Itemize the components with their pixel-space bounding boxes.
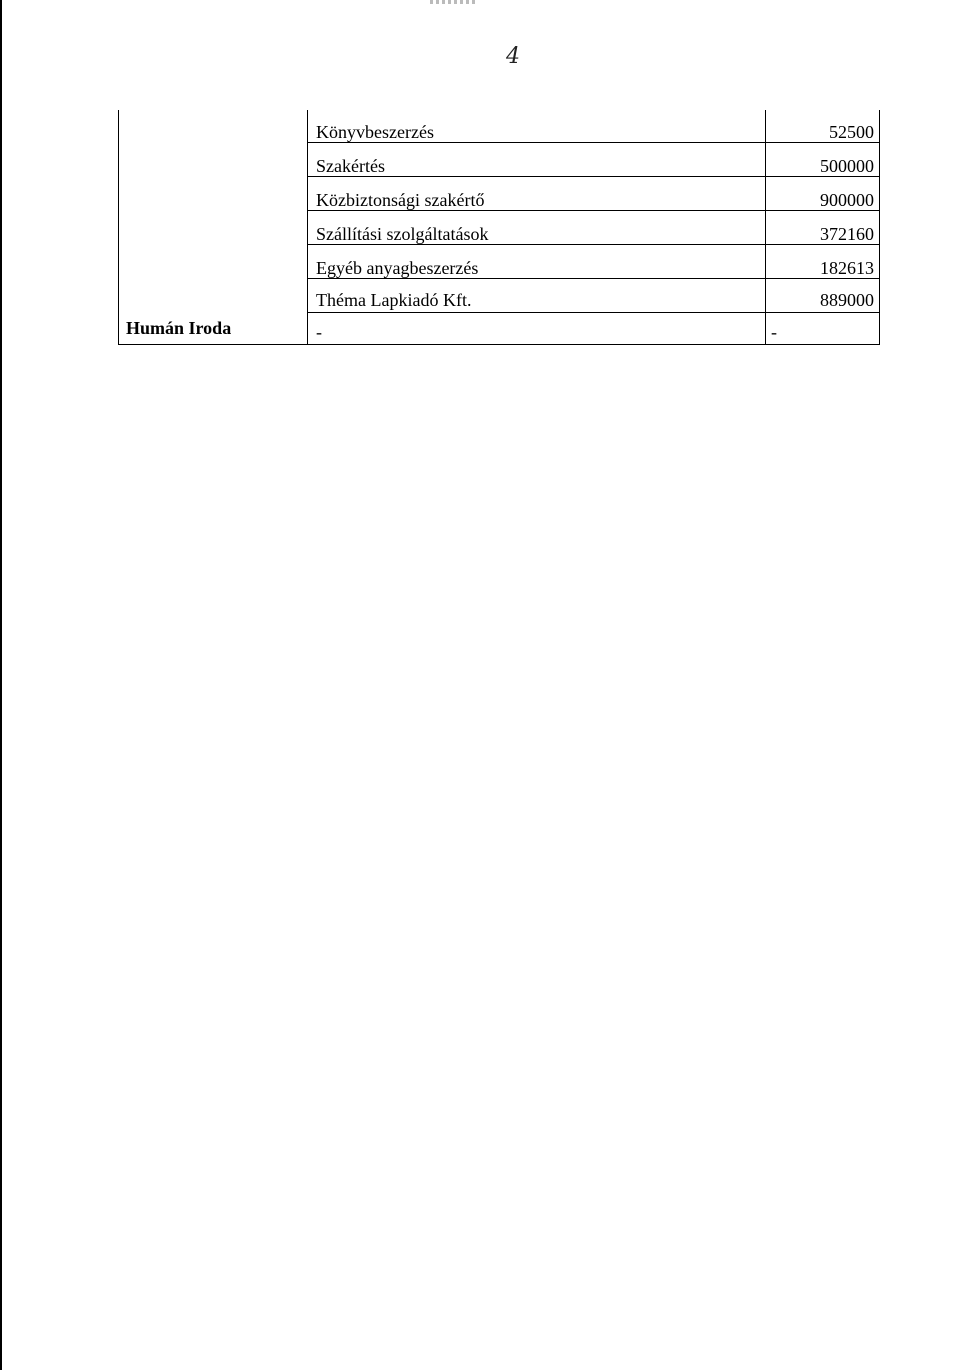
- row-item: Szállítási szolgáltatások: [316, 224, 489, 244]
- row-item: Théma Lapkiadó Kft.: [316, 290, 472, 310]
- column-divider-1: [307, 110, 308, 345]
- row-amount: 500000: [820, 156, 874, 176]
- row-amount: 889000: [820, 290, 874, 310]
- expense-table: [118, 110, 880, 345]
- final-row-amount: -: [771, 322, 777, 342]
- row-divider: [307, 278, 880, 279]
- row-amount: 900000: [820, 190, 874, 210]
- row-item: Szakértés: [316, 156, 385, 176]
- column-divider-2: [765, 110, 766, 345]
- page-number: 4: [506, 44, 520, 69]
- row-divider: [307, 176, 880, 177]
- row-amount: 182613: [820, 258, 874, 278]
- final-row-item: -: [316, 322, 322, 342]
- row-item: Közbiztonsági szakértő: [316, 190, 485, 210]
- department-label: Humán Iroda: [126, 318, 232, 338]
- row-item: Egyéb anyagbeszerzés: [316, 258, 479, 278]
- row-amount: 52500: [829, 122, 874, 142]
- row-divider: [307, 312, 880, 313]
- page-left-edge-line: [0, 0, 2, 1370]
- row-divider: [307, 142, 880, 143]
- row-amount: 372160: [820, 224, 874, 244]
- table-border-left: [118, 110, 119, 345]
- row-divider: [307, 210, 880, 211]
- row-divider: [307, 244, 880, 245]
- scan-smudge: [430, 0, 478, 4]
- row-item: Könyvbeszerzés: [316, 122, 434, 142]
- table-border-right: [879, 110, 880, 345]
- table-border-bottom: [118, 344, 880, 345]
